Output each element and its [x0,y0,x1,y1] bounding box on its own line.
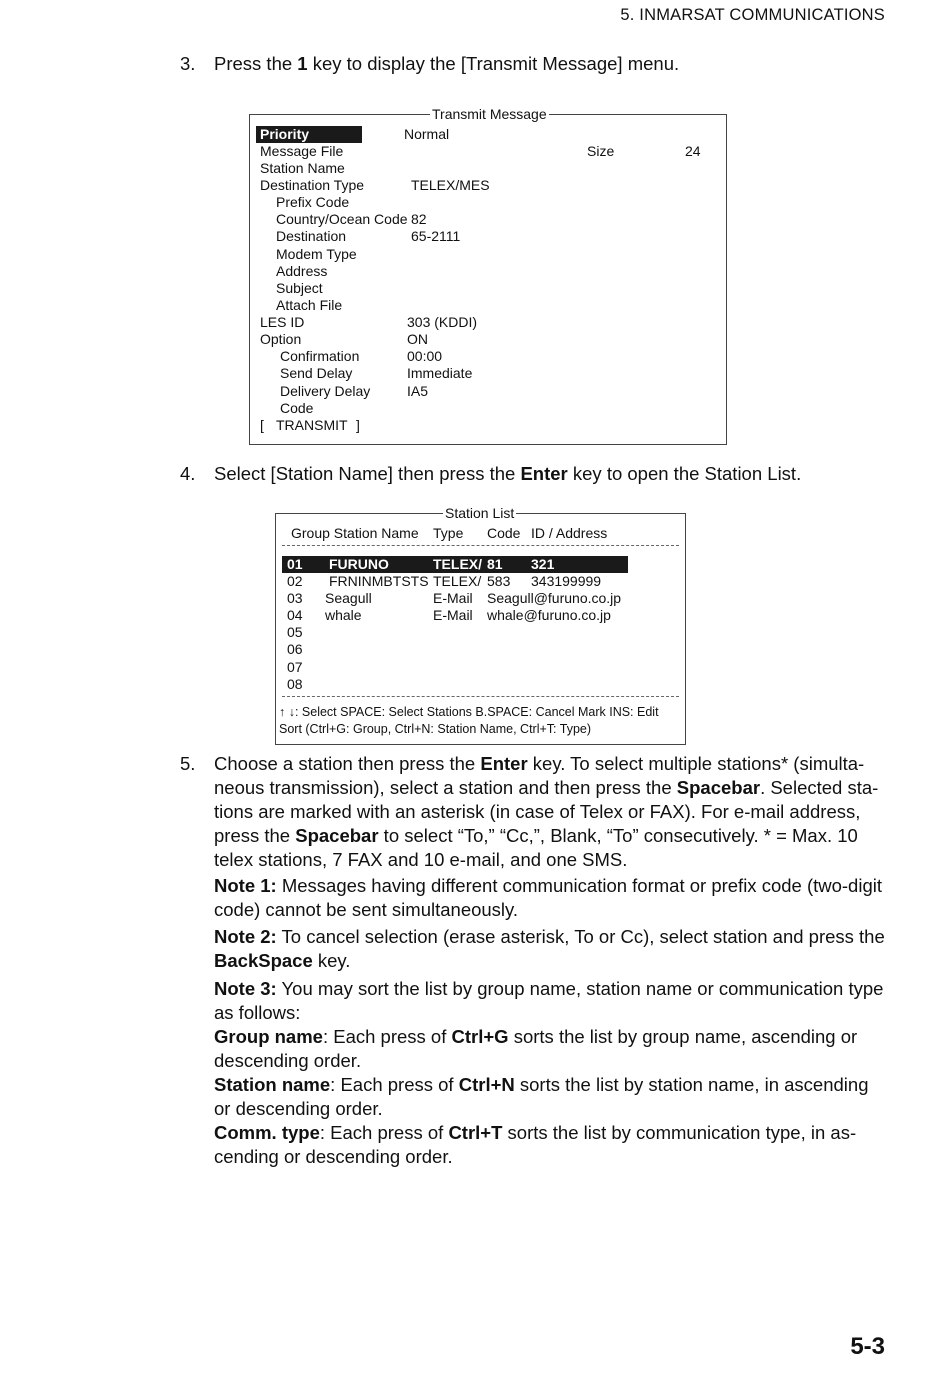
row-type: E-Mail [433,590,473,606]
confirmation-value: 00:00 [407,348,443,364]
row-number[interactable]: 05 [287,624,303,640]
confirmation-item[interactable]: Confirmation [280,348,360,364]
transmit-bracket-open: [ [260,417,264,433]
row-type: E-Mail [433,607,473,623]
destination-type-item[interactable]: Destination Type [260,177,365,193]
attach-file-item[interactable]: Attach File [276,297,343,313]
note-1: Note 1: Messages having different communication format or prefix code (two-digit code) cannot be sent simultaneously. [214,875,882,920]
transmit-bracket-close: ] [356,417,360,433]
station-name-item[interactable]: Station Name [260,160,345,176]
note-2: Note 2: To cancel selection (erase asterisk, To or Cc), select station and press the BackSpace key. [214,926,885,971]
transmit-message-panel [249,106,727,445]
col-header-type: Type [433,525,464,541]
panel-title: Station List [445,505,515,521]
sort-help-line: Sort (Ctrl+G: Group, Ctrl+N: Station Name, Ctrl+T: Type) [279,722,592,736]
row-number[interactable]: 02 [287,573,303,589]
step-number: 3. [180,53,196,74]
row-station-name: FURUNO [329,556,389,572]
destination-value: 65-2111 [411,228,461,244]
priority-item[interactable]: Priority [256,126,362,143]
col-header-code: Code [487,525,521,541]
transmit-button[interactable]: TRANSMIT [276,417,348,433]
step-5-text: Choose a station then press the Enter key. To select multiple stations* (simulta-neous transmission), select a station and then press the Spacebar. Selected sta-tions are marked with an asterisk (in case of Telex or FAX). For e-mail address, press the Spacebar to select “To,” “Cc,”, Blank, “To” consecutively. * = Max. 10 telex stations, 7 FAX and 10 e-mail, and one SMS. [214,753,879,870]
country-code-value: 82 [411,211,427,227]
les-id-value: 303 (KDDI) [407,314,478,330]
size-value: 24 [685,143,701,159]
destination-type-value: TELEX/MES [411,177,490,193]
address-item[interactable]: Address [276,263,328,279]
step-text: Press the 1 key to display the [Transmit Message] menu. [214,53,680,74]
send-delay-item[interactable]: Send Delay [280,365,353,381]
send-delay-value: Immediate [407,365,473,381]
prefix-code-item[interactable]: Prefix Code [276,194,350,210]
row-address: whale@furuno.co.jp [487,607,611,623]
priority-value: Normal [404,126,450,142]
key-help-line: ↑ ↓: Select SPACE: Select Stations B.SPACE: Cancel Mark INS: Edit [279,705,659,719]
panel-title: Transmit Message [432,106,547,122]
sort-group-name: Group name: Each press of Ctrl+G sorts the list by group name, ascending or descending order. [214,1026,858,1071]
note-3: Note 3: You may sort the list by group name, station name or communication type as follows: Group name: Each press of Ctrl+G sorts the list by group name, ascending or descending order. Station name: Each press of Ctrl+N sorts the list by station name, in ascending or descending order. Comm. type: Each press of Ctrl+T sorts the list by communication type, in as-cending or descending order. [214,977,890,1169]
sort-station-name: Station name: Each press of Ctrl+N sorts the list by station name, in ascending or descending order. [214,1074,869,1119]
step-text: Select [Station Name] then press the Enter key to open the Station List. [214,463,802,484]
les-id-item[interactable]: LES ID [260,314,305,330]
row-type: TELEX/ [433,556,483,572]
delivery-delay-item[interactable]: Delivery Delay [280,383,371,399]
size-label: Size [587,143,615,159]
row-number[interactable]: 03 [287,590,303,606]
row-station-name: whale [325,607,362,623]
chapter-header: 5. INMARSAT COMMUNICATIONS [620,6,885,24]
row-number[interactable]: 06 [287,641,303,657]
option-value: ON [407,331,428,347]
row-station-name: Seagull [325,590,372,606]
row-number[interactable]: 07 [287,659,303,675]
modem-type-item[interactable]: Modem Type [276,246,357,262]
destination-item[interactable]: Destination [276,228,347,244]
col-header-address: ID / Address [531,525,608,541]
row-number[interactable]: 08 [287,676,303,692]
subject-item[interactable]: Subject [276,280,323,296]
option-item[interactable]: Option [260,331,302,347]
row-type: TELEX/ [433,573,482,589]
row-number[interactable]: 04 [287,607,303,623]
delivery-delay-value: IA5 [407,383,429,399]
code-item[interactable]: Code [280,400,314,416]
row-number: 01 [287,556,303,572]
message-file-item[interactable]: Message File [260,143,344,159]
header-divider [282,545,679,546]
footer-divider [282,696,679,697]
country-code-item[interactable]: Country/Ocean Code [276,211,408,227]
page-number: 5-3 [850,1333,885,1360]
step-number: 4. [180,463,196,484]
row-code: 81 [487,556,503,572]
station-list-panel [275,505,686,745]
row-code: 583 [487,573,511,589]
col-header-group-station: Group Station Name [291,525,419,541]
row-station-name: FRNINMBTSTS [329,573,429,589]
row-address: Seagull@furuno.co.jp [487,590,622,606]
sort-comm-type: Comm. type: Each press of Ctrl+T sorts the list by communication type, in as-cending or descending order. [214,1122,857,1167]
row-address: 343199999 [531,573,602,589]
row-address: 321 [531,556,555,572]
